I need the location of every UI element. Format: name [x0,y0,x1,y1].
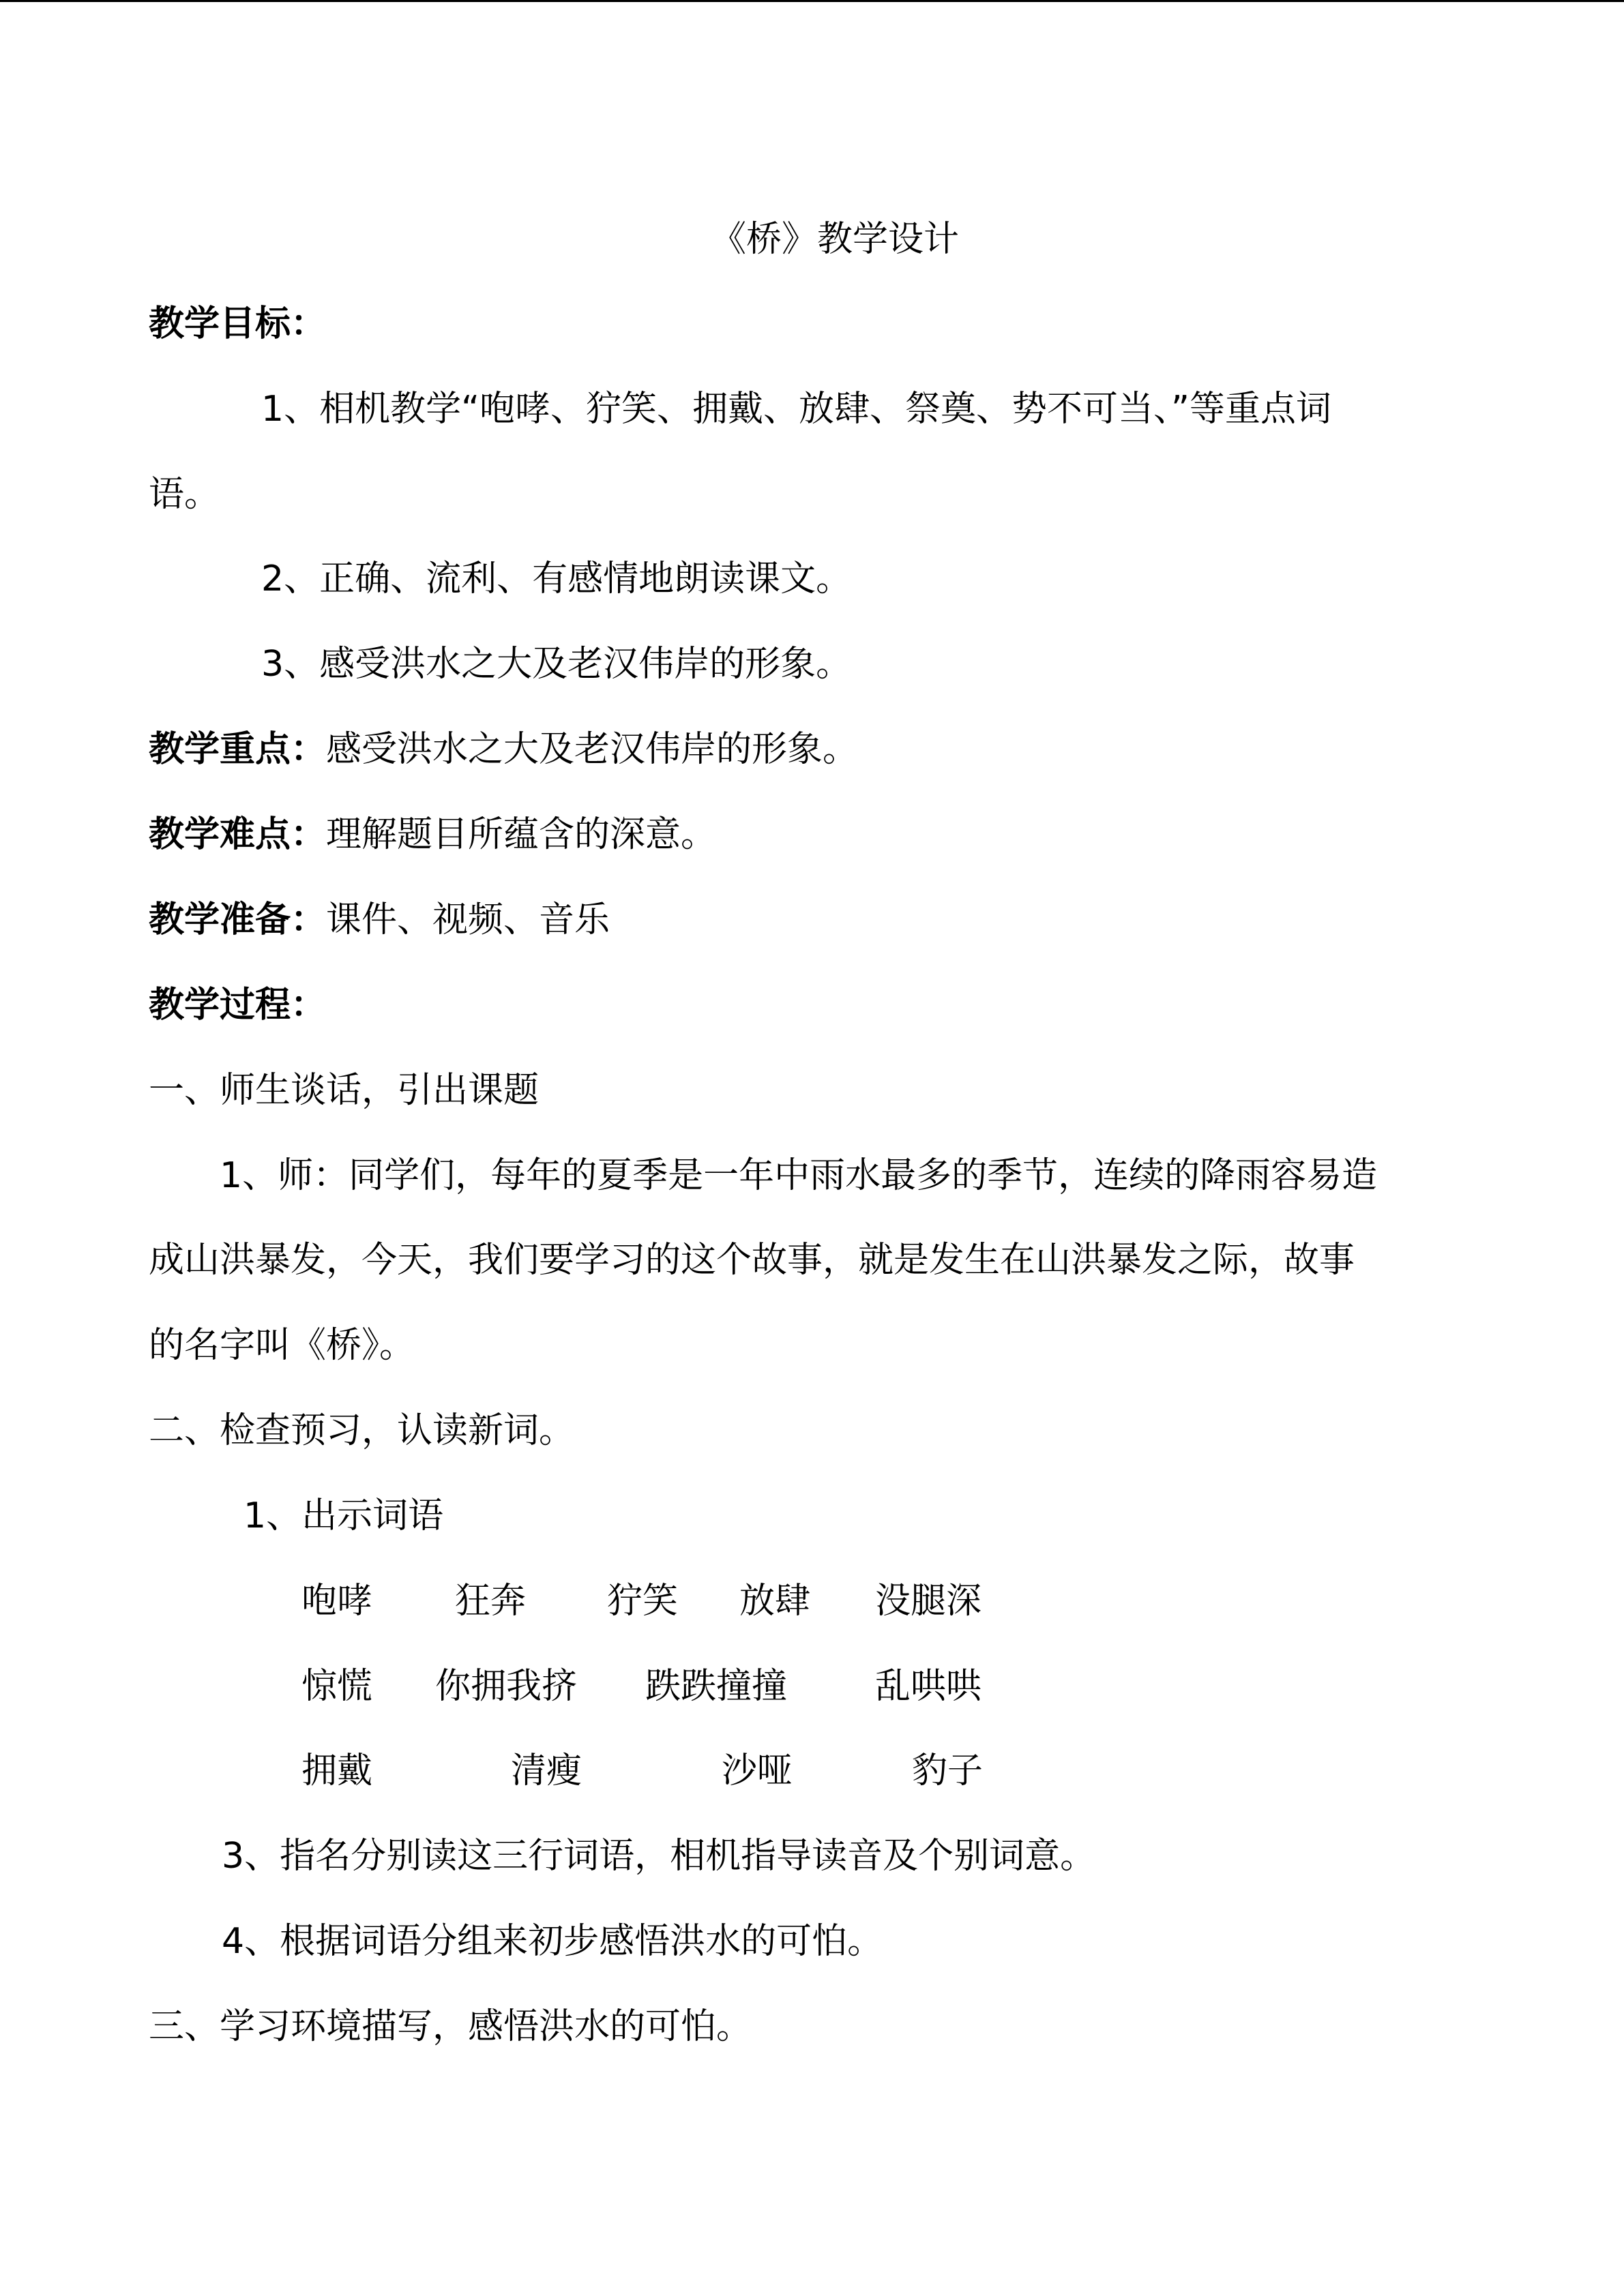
preparation-label: 教学准备： [149,899,327,940]
process-heading: 教学过程： [149,985,327,1026]
word-item: 狂奔 [455,1581,527,1622]
preparation-line [149,899,610,941]
section1-line-3: 的名字叫《桥》。 [149,1325,415,1366]
difficulty-text: 理解题目所蕴含的深意。 [326,814,717,855]
word-item: 沙哑 [722,1750,793,1791]
objective-1-continued: 语。 [149,474,220,515]
preparation-text: 课件、视频、音乐 [326,899,610,940]
section2-item-4: 4、根据词语分组来初步感悟洪水的可怕。 [222,1921,883,1962]
section2-heading: 二、检查预习，认读新词。 [149,1410,575,1451]
key-point-text: 感受洪水之大及老汉伟岸的形象。 [326,729,859,770]
objective-2: 2、正确、流利、有感情地朗读课文。 [261,558,852,599]
objective-3: 3、感受洪水之大及老汉伟岸的形象。 [261,644,852,685]
word-item: 乱哄哄 [875,1666,982,1707]
word-item: 豹子 [912,1750,984,1791]
word-item: 拥戴 [301,1750,373,1791]
word-item: 你拥我挤 [435,1666,578,1707]
section1-heading: 一、师生谈话，引出课题 [149,1070,540,1111]
word-item: 放肆 [739,1581,811,1622]
section2-item-1: 1、出示词语 [243,1495,444,1536]
difficulty-line [149,814,716,856]
section3-heading: 三、学习环境描写，感悟洪水的可怕。 [149,2006,752,2047]
section2-item-3: 3、指名分别读这三行词语，相机指导读音及个别词意。 [222,1836,1096,1877]
objective-1: 1、相机教学“咆哮、狞笑、拥戴、放肆、祭奠、势不可当、”等重点词 [261,389,1331,430]
word-item: 没腿深 [875,1581,982,1622]
difficulty-label: 教学难点： [149,814,327,855]
objectives-heading: 教学目标： [149,303,327,344]
key-point-line [149,728,858,771]
word-item: 咆哮 [301,1581,373,1622]
section1-line-1: 1、师：同学们，每年的夏季是一年中雨水最多的季节，连续的降雨容易造 [220,1155,1378,1196]
key-point-label: 教学重点： [149,729,327,770]
word-item: 惊慌 [301,1666,373,1707]
word-item: 跌跌撞撞 [645,1666,788,1707]
section1-line-2: 成山洪暴发，今天，我们要学习的这个故事，就是发生在山洪暴发之际，故事 [149,1240,1355,1281]
word-item: 清瘦 [511,1750,582,1791]
word-item: 狞笑 [607,1581,679,1622]
document-title: 《桥》教学设计 [711,219,960,260]
page-top-border [0,0,1624,2]
